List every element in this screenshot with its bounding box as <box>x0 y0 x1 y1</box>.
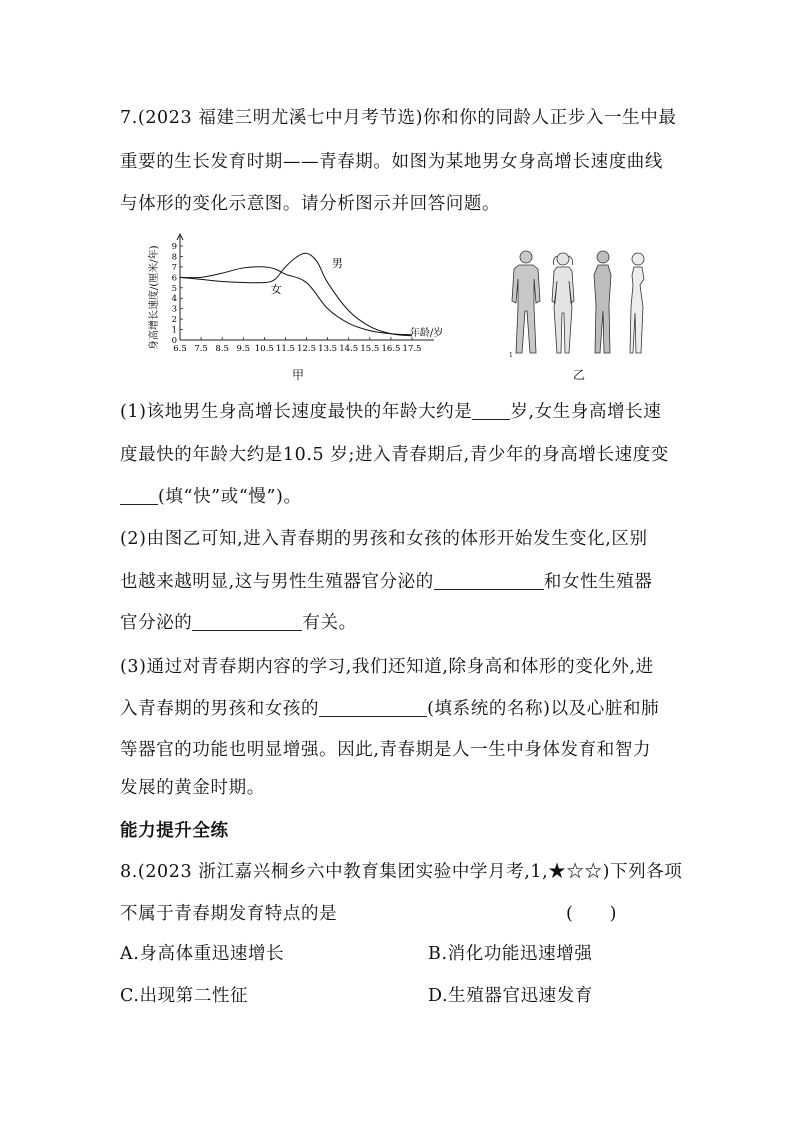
series-label-female: 女 <box>270 283 282 296</box>
y-tick-label: 3 <box>171 304 177 315</box>
x-tick-label: 16.5 <box>381 344 401 354</box>
q7-sub2-line-1: (2)由图乙可知,进入青春期的男孩和女孩的体形开始发生变化,区别 <box>120 529 648 549</box>
chart-axes <box>177 234 434 340</box>
y-tick-label: 9 <box>171 242 177 252</box>
section-heading: 能力提升全练 <box>120 821 229 841</box>
series-line-male <box>180 253 412 336</box>
y-tick-label: 7 <box>171 262 177 273</box>
growth-rate-chart <box>140 228 460 368</box>
y-tick-label: 2 <box>171 315 177 326</box>
q8-option-b[interactable]: B.消化功能迅速增强 <box>428 944 593 964</box>
male-front-figure <box>512 251 540 353</box>
q7-sub1-text-a: (1)该地男生身高增长速度最快的年龄大约是 <box>120 402 473 422</box>
y-tick-label: 8 <box>171 252 177 263</box>
figure-jia-label: 甲 <box>292 368 305 382</box>
answer-blank-male-peak-age[interactable] <box>472 401 510 420</box>
q8-option-c[interactable]: C.出现第二性征 <box>120 986 249 1006</box>
q7-sub3-text-b: (填系统的名称)以及心脏和肺 <box>427 699 660 719</box>
x-tick-label: 11.5 <box>275 344 295 354</box>
x-tick-label: 10.5 <box>254 344 274 354</box>
svg-text:1: 1 <box>509 352 513 359</box>
y-tick-label: 4 <box>171 294 177 305</box>
q7-stem-line-3: 与体形的变化示意图。请分析图示并回答问题。 <box>120 194 501 214</box>
q7-sub2-text-a: 也越来越明显,这与男性生殖器官分泌的 <box>120 572 434 592</box>
x-axis-label: 年龄/岁 <box>409 328 444 339</box>
y-tick-label: 0 <box>171 336 177 346</box>
male-side-figure <box>594 251 611 353</box>
x-tick-label: 14.5 <box>339 344 359 354</box>
x-tick-label: 13.5 <box>318 344 338 354</box>
series-label-male: 男 <box>331 256 343 270</box>
series-line-female <box>180 267 412 335</box>
q7-sub1-line-3 <box>120 483 302 508</box>
answer-blank-speed-change[interactable] <box>120 486 158 505</box>
answer-blank-system-name[interactable] <box>319 698 427 717</box>
q7-sub2-text-d: 有关。 <box>302 613 357 633</box>
q7-sub1-text-b: 岁,女生身高增长速 <box>510 402 662 422</box>
q7-stem-line-1: 7.(2023 福建三明尤溪七中月考节选)你和你的同龄人正步入一生中最 <box>120 108 677 128</box>
q7-sub3-line-2 <box>120 695 659 720</box>
q7-sub3-line-4: 发展的黄金时期。 <box>120 778 265 798</box>
q7-sub3-line-1: (3)通过对青春期内容的学习,我们还知道,除身高和体形的变化外,进 <box>120 657 654 677</box>
female-side-figure <box>630 253 644 353</box>
q7-sub3-text-a: 入青春期的男孩和女孩的 <box>120 699 320 719</box>
q8-stem-line-1: 8.(2023 浙江嘉兴桐乡六中教育集团实验中学月考,1,★☆☆)下列各项 <box>120 862 683 882</box>
q7-sub2-text-c: 官分泌的 <box>120 613 193 633</box>
q7-sub2-line-3 <box>120 609 357 634</box>
answer-blank-male-hormone[interactable] <box>434 571 544 590</box>
y-axis-label: 身高增长速度/(厘米/年) <box>149 245 160 350</box>
y-tick-label: 5 <box>171 283 177 294</box>
x-tick-label: 9.5 <box>236 344 251 354</box>
answer-blank-female-hormone[interactable] <box>192 612 302 631</box>
q7-sub1-line-2: 度最快的年龄大约是10.5 岁;进入青春期后,青少年的身高增长速度变 <box>120 445 669 465</box>
q7-sub1-text-c: (填“快”或“慢”)。 <box>158 487 302 507</box>
x-tick-label: 15.5 <box>360 344 380 354</box>
q8-answer-bracket[interactable]: ( ) <box>566 904 618 924</box>
q8-option-d[interactable]: D.生殖器官迅速发育 <box>428 986 593 1006</box>
q8-option-a[interactable]: A.身高体重迅速增长 <box>120 944 285 964</box>
y-tick-label: 6 <box>171 273 177 284</box>
x-tick-label: 6.5 <box>173 344 187 354</box>
x-tick-label: 7.5 <box>194 344 208 354</box>
q8-stem-line-2: 不属于青春期发育特点的是 <box>120 904 338 924</box>
female-front-figure <box>552 253 574 353</box>
q7-sub1-line-1 <box>120 398 661 423</box>
q7-sub3-line-3: 等器官的功能也明显增强。因此,青春期是人一生中身体发育和智力 <box>120 740 652 760</box>
figure-yi-label: 乙 <box>573 368 586 382</box>
y-tick-label: 1 <box>171 325 177 336</box>
q7-stem-line-2: 重要的生长发育时期——青春期。如图为某地男女身高增长速度曲线 <box>120 152 663 172</box>
x-tick-label: 8.5 <box>215 344 229 354</box>
q7-sub2-text-b: 和女性生殖器 <box>543 572 653 592</box>
body-shape-figure <box>506 245 656 360</box>
q7-sub2-line-2 <box>120 568 652 593</box>
x-tick-label: 17.5 <box>402 344 422 354</box>
x-tick-label: 12.5 <box>297 344 317 354</box>
